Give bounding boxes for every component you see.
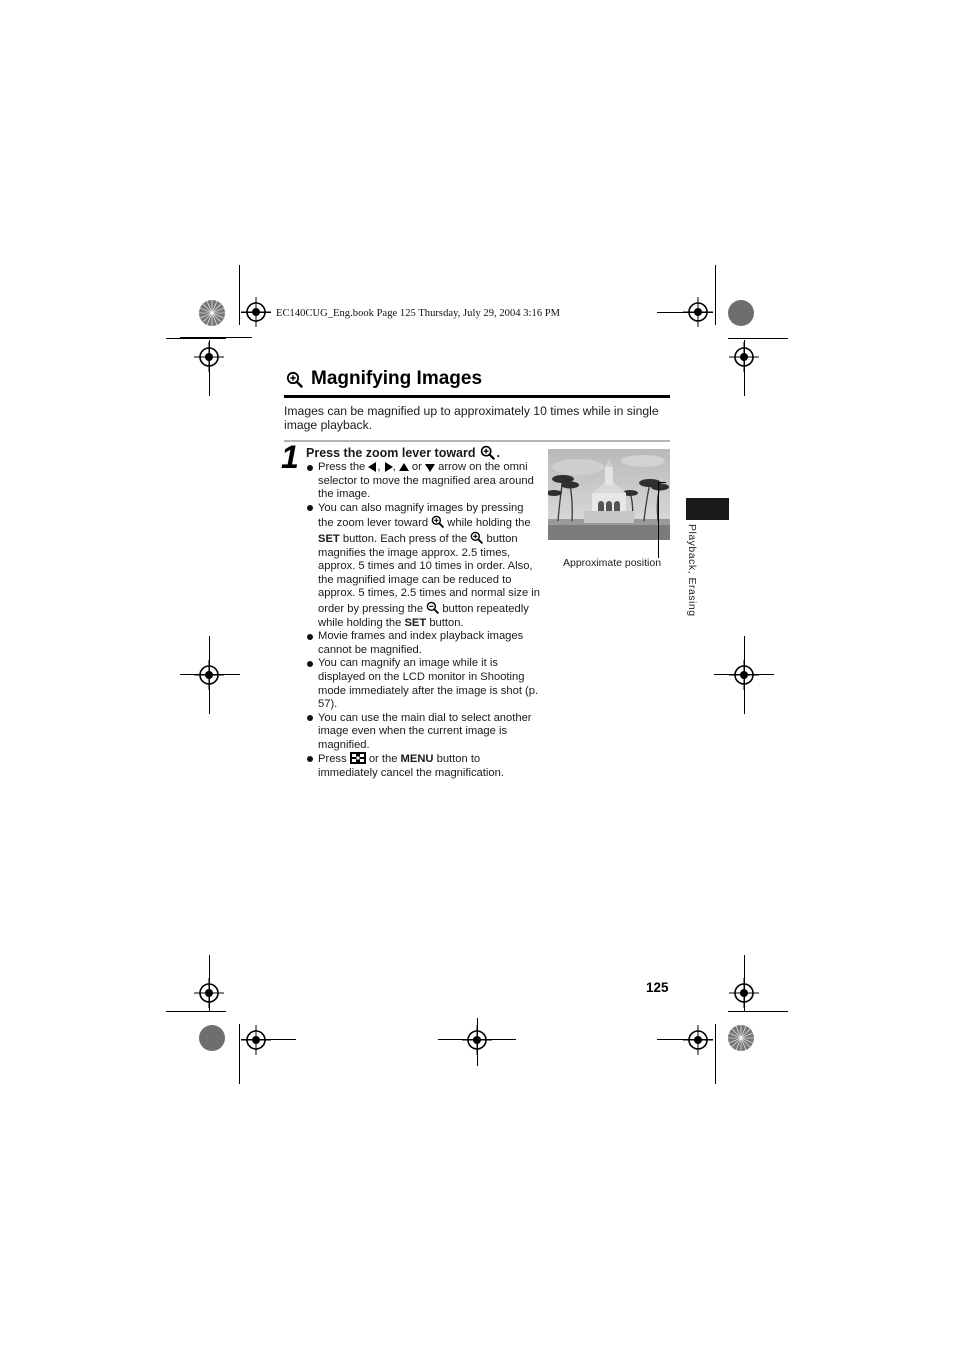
zoom-out-icon: [426, 601, 439, 614]
registration-target-icon: [194, 660, 224, 690]
callout-line: [658, 482, 666, 483]
step-heading-text: Press the zoom lever toward: [306, 445, 476, 460]
magnify-zoom-icon: [286, 371, 303, 388]
crop-mark: [239, 1024, 240, 1084]
gray-patch-mark-icon: [727, 299, 755, 327]
print-header: EC140CUG_Eng.book Page 125 Thursday, July 29, 2004 3:16 PM: [276, 308, 561, 319]
starburst-mark-icon: [727, 1024, 755, 1052]
step-bullet-list: [305, 461, 541, 781]
list-item: Movie frames and index playback images cannot be magnified.: [305, 630, 541, 657]
magnified-photo: [548, 449, 670, 540]
registration-target-icon: [683, 1025, 713, 1055]
beach-chapel-image: [548, 449, 670, 540]
chapter-label: Playback, Erasing: [686, 524, 698, 617]
registration-target-icon: [683, 297, 713, 327]
crop-mark: [166, 1011, 226, 1012]
list-item: Press the , , or arrow on the omni selector to move the magnified area around the image.: [305, 461, 541, 502]
crop-mark: [715, 1024, 716, 1084]
arrow-down-icon: [425, 463, 435, 472]
list-item: You can use the main dial to select another image even when the current image is magnified.: [305, 712, 541, 753]
registration-target-icon: [194, 978, 224, 1008]
list-item: You can also magnify images by pressing the zoom lever toward while holding the SET button. Each press of the button magnifies the image approx. 2.5 times, approx. 5 times and 10 times in order. Also, the magnified image can be reduced to approx. 5 times, 2.5 times and normal size in order by pressing the button repeatedly while holding the SET button.: [305, 502, 541, 630]
gray-patch-mark-icon: [198, 1024, 226, 1052]
page-number: 125: [646, 980, 669, 995]
intro-paragraph: Images can be magnified up to approximately 10 times while in single image playback.: [284, 404, 659, 432]
arrow-up-icon: [399, 463, 409, 472]
section-title: [286, 368, 482, 390]
crop-mark: [166, 338, 226, 339]
step-number: 1: [281, 439, 299, 475]
step-heading: [306, 445, 500, 460]
registration-target-icon: [194, 342, 224, 372]
crop-mark: [728, 338, 788, 339]
registration-target-icon: [241, 1025, 271, 1055]
step-heading-suffix: .: [496, 445, 500, 460]
list-item: You can magnify an image while it is displayed on the LCD monitor in Shooting mode immediately after the image is shot (p. 57).: [305, 657, 541, 711]
magnify-zoom-icon: [470, 531, 483, 544]
crop-mark: [728, 1011, 788, 1012]
callout-line: [658, 482, 659, 558]
section-title-text: Magnifying Images: [311, 368, 483, 389]
registration-target-icon: [729, 978, 759, 1008]
registration-target-icon: [729, 342, 759, 372]
magnify-zoom-icon: [480, 445, 495, 460]
title-rule: [284, 395, 670, 398]
list-item: Press or the MENU button to immediately cancel the magnification.: [305, 752, 541, 780]
step-rule: [284, 440, 670, 442]
figure-caption: Approximate position: [563, 557, 662, 569]
magnify-zoom-icon: [431, 515, 444, 528]
registration-target-icon: [729, 660, 759, 690]
arrow-right-icon: [384, 462, 393, 472]
registration-target-icon: [462, 1025, 492, 1055]
chapter-tab: [686, 498, 729, 520]
registration-target-icon: [241, 297, 271, 327]
index-playback-icon: [350, 752, 366, 764]
starburst-mark-icon: [198, 299, 226, 327]
crop-mark: [715, 265, 716, 325]
crop-mark: [239, 265, 240, 325]
